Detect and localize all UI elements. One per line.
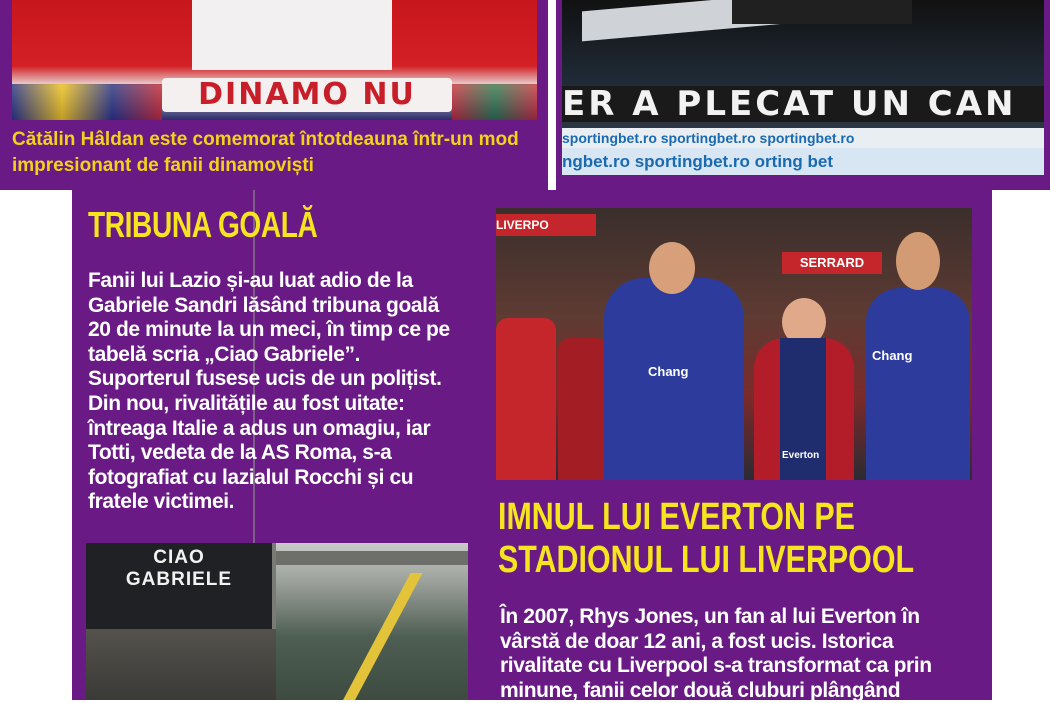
- right-article-heading: IMNUL LUI EVERTON PE STADIONUL LUI LIVERPOOL: [498, 496, 915, 581]
- left-article-body: Fanii lui Lazio și-au luat adio de la Gabriele Sandri lăsând tribuna goală 20 de minute la un meci, în timp ce pe tabelă scria „Ciao Gabriele”. Suporterul fusese ucis de un polițist. Din nou, rivalitățile au fost uitate: întreaga Italie a adus un omagiu, iar Totti, vedeta de la AS Roma, s-a fotografiat cu lazialul Rocchi și cu fratele victimei.: [88, 269, 450, 514]
- lower-stand: [86, 629, 276, 700]
- players-crowd: [12, 84, 162, 120]
- dinamo-fans-photo: [12, 0, 537, 120]
- dinamo-banner: DINAMO NU: [162, 78, 452, 112]
- left-article-heading: TRIBUNA GOALĂ: [88, 204, 318, 245]
- dark-flag: [732, 0, 912, 24]
- scoreboard-line2: GABRIELE: [125, 569, 233, 590]
- fan-scarf: LIVERPO: [496, 214, 596, 236]
- fan-figure: [558, 338, 608, 480]
- players-crowd-right: [452, 84, 537, 120]
- shirt-sponsor: Chang: [648, 364, 689, 379]
- empty-seats: [276, 543, 468, 700]
- scoreboard: [86, 543, 272, 629]
- shirt-sponsor-2: Chang: [872, 348, 913, 363]
- player-figure-right: [866, 288, 970, 480]
- scarf-text: Everton: [782, 450, 820, 461]
- fan-figure: [496, 318, 556, 480]
- scoreboard-line1: CIAO: [153, 547, 205, 568]
- player-head: [649, 242, 695, 294]
- photo-caption: Cătălin Hâldan este comemorat întotdeauna într-un mod impresionant de fanii dinamoviști: [12, 129, 519, 176]
- stand-roof: [276, 551, 468, 565]
- player-head: [896, 232, 940, 290]
- player-figure-left: [604, 278, 744, 480]
- everton-tribute-photo: [496, 208, 972, 480]
- choreography-card: [192, 0, 392, 70]
- ad-boards-row1: sportingbet.ro sportingbet.ro sportingbet.ro: [562, 128, 1044, 148]
- fan-scarf-2: SERRARD: [782, 252, 882, 274]
- woman-figure: [754, 338, 854, 480]
- everton-scarf: [780, 338, 826, 480]
- stadium-banner-text: ER A PLECAT UN CAN: [562, 86, 1044, 122]
- empty-stand-photo: [86, 543, 468, 700]
- ad-boards-row2: ngbet.ro sportingbet.ro orting bet: [562, 148, 1044, 175]
- stadium-banner-photo: [562, 0, 1044, 175]
- right-article-body: În 2007, Rhys Jones, un fan al lui Everton în vârstă de doar 12 ani, a fost ucis. Istorica rivalitate cu Liverpool s-a transformat ca prin minune, fanii celor două cluburi plângând: [500, 605, 932, 702]
